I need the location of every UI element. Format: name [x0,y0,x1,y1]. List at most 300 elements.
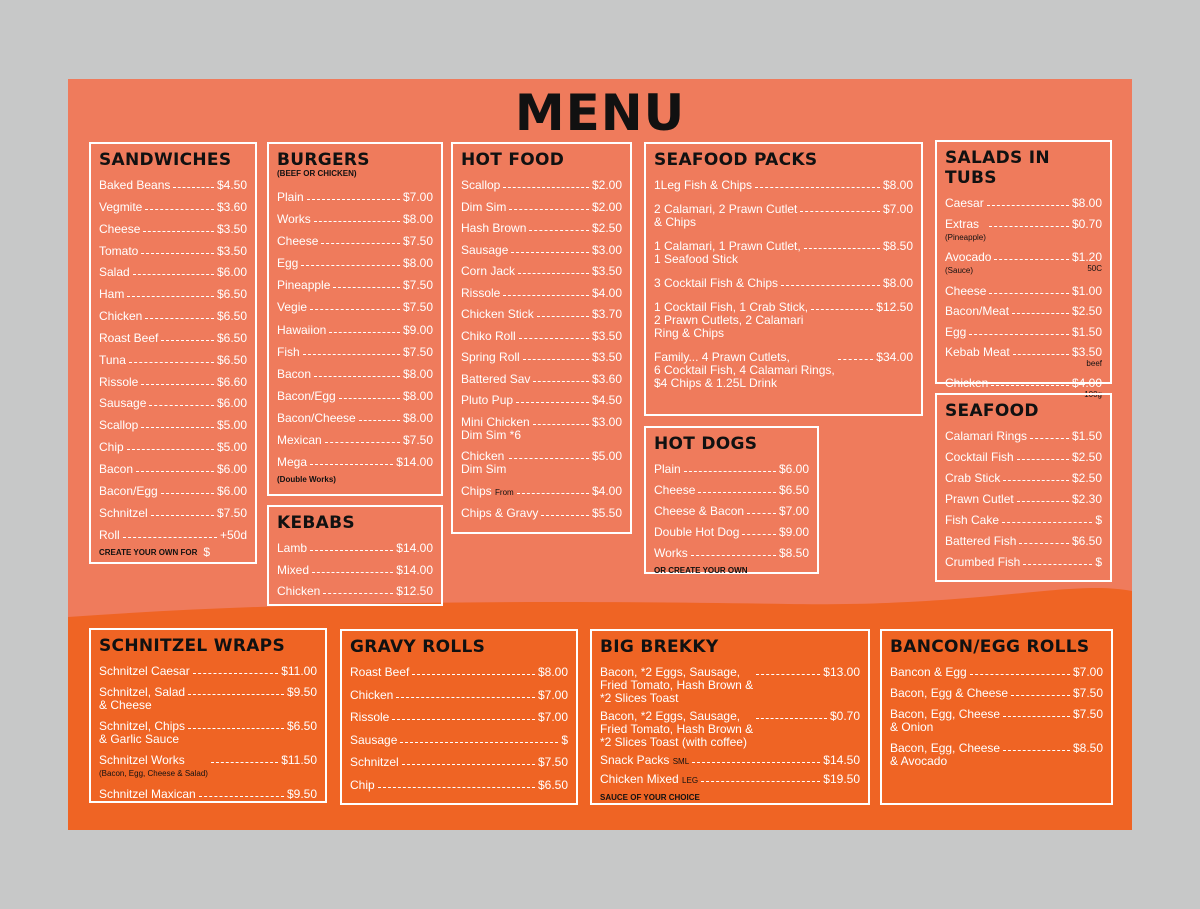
menu-item [350,779,568,792]
section-big-brekky [590,629,870,805]
item-list [654,179,913,390]
leader-dashes [127,441,214,450]
item-name: Plain [654,462,681,476]
leader-dashes [987,197,1069,206]
item-name: Egg [277,256,299,271]
item-price: $12.50 [396,584,433,598]
item-price-note: 100g [1084,389,1102,399]
leader-dashes [312,564,393,573]
item-name-group [654,179,752,192]
leader-dashes [969,326,1069,335]
item-price-group [217,245,247,258]
menu-item [461,394,622,407]
section-burgers [267,142,443,496]
leader-dashes [161,332,214,341]
item-price-group [883,277,913,290]
item-name-group [277,368,311,381]
item-name-group [461,416,530,442]
menu-board [68,79,1132,830]
item-price: $3.70 [591,307,622,321]
menu-title: MENU [514,84,686,142]
item-name-group [945,451,1014,464]
item-price: $14.50 [823,753,860,767]
section-hot-food [451,142,632,534]
leader-dashes [756,666,820,675]
item-price: $8.00 [402,388,433,403]
item-name-group [461,222,526,235]
item-price: $8.50 [778,546,809,560]
leader-dashes [325,434,400,443]
section-note [654,564,809,577]
item-name-group [99,720,185,746]
leader-dashes [161,485,214,494]
menu-item [890,742,1103,768]
leader-dashes [503,179,589,188]
menu-item [277,324,433,337]
item-price: $2.00 [591,178,622,192]
item-name: Family... 4 Prawn Cutlets, 6 Cocktail Fish, 4 Calamari Rings, $4 Chips & 1.25L Drink [654,350,835,390]
leader-dashes [412,666,535,675]
item-inline-note: SML [672,757,690,766]
section-schnitzel-wraps [89,628,327,803]
item-name-group [277,412,356,425]
menu-item [99,179,247,192]
item-name: Works [654,546,688,560]
menu-item [890,666,1103,679]
menu-item [350,711,568,724]
leader-dashes [339,390,400,399]
item-price-group [538,756,568,769]
menu-item [461,244,622,257]
menu-item [461,450,622,476]
item-price: $3.50 [591,328,622,343]
item-price-group [1072,218,1102,231]
menu-item [277,434,433,447]
leader-dashes [151,507,214,516]
item-price-group [830,710,860,723]
item-name-group [654,240,801,266]
item-price-group [1072,451,1102,464]
item-price-group [217,201,247,214]
item-name-group [350,689,393,702]
item-price-group [592,201,622,214]
menu-item [945,218,1102,244]
item-name-group [461,201,506,214]
item-name: Mini Chicken Dim Sim *6 [461,414,530,442]
item-price: $2.50 [1071,450,1102,464]
leader-dashes [970,666,1070,675]
menu-item [277,456,433,469]
item-price: $9.50 [286,787,317,801]
item-name: Lamb [277,541,308,555]
menu-item [461,507,622,520]
leader-dashes [1011,687,1070,696]
item-inline-note: From [495,487,514,497]
item-price-group [217,507,247,520]
item-price-group [217,419,247,432]
item-price-group [217,310,247,323]
leader-dashes [303,346,400,355]
menu-item [99,788,317,801]
item-price: $3.50 [591,350,622,364]
menu-item [99,332,247,345]
item-price: $7.00 [1072,665,1103,679]
leader-dashes [329,324,400,333]
item-price: $7.50 [537,755,568,769]
item-name-group [277,564,309,577]
menu-item [461,179,622,192]
item-list [600,666,860,787]
item-price-group [876,301,913,314]
item-name: Bacon/Egg [99,483,158,498]
menu-item [99,201,247,214]
menu-item [945,514,1102,527]
item-price-group [1073,742,1103,755]
item-name: Mixed [277,562,310,577]
section-note-price: $ [203,544,211,559]
menu-item [461,201,622,214]
leader-dashes [307,191,400,200]
leader-dashes [529,222,589,231]
leader-dashes [193,665,278,674]
item-name-group [461,330,516,343]
leader-dashes [136,463,214,472]
item-price: $7.50 [1072,707,1103,721]
menu-item [890,708,1103,734]
menu-item [99,485,247,498]
item-name-group [99,665,190,678]
item-list [461,179,622,520]
item-price-group [883,179,913,192]
item-price: $8.00 [402,256,433,271]
item-name-group [277,257,298,270]
item-price: $19.50 [823,772,860,786]
item-price-group [396,456,433,469]
leader-dashes [838,351,874,360]
item-name: Roast Beef [350,665,410,679]
menu-item [945,430,1102,443]
item-price: $2.00 [591,199,622,214]
leader-dashes [333,279,400,288]
section-note [600,791,860,804]
item-name-group [99,266,130,279]
item-price-group [883,240,913,253]
item-price: $14.00 [396,455,433,470]
item-name-group [600,710,753,749]
item-price: $1.00 [1071,283,1102,298]
item-name: Chicken Dim Sim [461,449,507,476]
item-name-group [277,301,307,314]
item-price-group [403,301,433,314]
item-price-group [217,288,247,301]
leader-dashes [804,240,880,249]
menu-item [945,305,1102,318]
item-name: Mexican [277,433,322,448]
menu-item [277,346,433,359]
item-list [945,197,1102,400]
item-price-group [403,324,433,337]
item-name-group [600,754,689,768]
item-name: Hawaiion [277,322,327,337]
item-price-group [281,754,317,767]
menu-item [945,346,1102,369]
leader-dashes [400,734,558,743]
menu-item [99,463,247,476]
menu-item [99,266,247,279]
item-name-group [277,390,336,403]
menu-item [350,666,568,679]
leader-dashes [701,773,820,782]
item-price-group [217,485,247,498]
leader-dashes [310,456,393,465]
item-name-group [99,686,185,712]
item-price: $4.00 [1071,375,1102,390]
item-name-group [277,235,318,248]
item-name: Bacon, *2 Eggs, Sausage, Fried Tomato, Hash Brown & *2 Slices Toast [600,665,754,705]
leader-dashes [989,218,1069,227]
menu-item [277,585,433,598]
section-note [277,473,433,486]
item-price: $4.50 [216,178,247,192]
item-name: Bacon [99,461,134,476]
item-price: $14.00 [396,541,433,555]
item-price-group [592,308,622,321]
leader-dashes [129,354,214,363]
section-salads-in-tubs [935,140,1112,399]
item-name-group [461,485,514,499]
item-name-group [99,507,148,520]
item-name-group [654,301,808,340]
item-price-group [287,788,317,801]
leader-dashes [692,754,820,763]
item-name-group [945,535,1016,548]
item-name: Bacon, *2 Eggs, Sausage, Fried Tomato, Hash Brown & *2 Slices Toast (with coffee) [600,709,754,749]
item-price: $7.50 [402,344,433,359]
item-name: Pineapple [277,278,331,293]
menu-item [600,710,860,749]
item-price: $2.30 [1071,492,1102,506]
leader-dashes [173,179,214,188]
item-price: $7.00 [402,190,433,204]
item-name-group [99,288,124,301]
menu-item [350,756,568,769]
item-name: Fish [277,344,300,359]
menu-item [277,368,433,381]
item-name: Schnitzel Works [99,753,185,767]
menu-item [277,390,433,403]
leader-dashes [133,266,214,275]
item-price: $7.50 [402,300,433,315]
item-price-group [538,779,568,792]
item-price: $3.50 [591,264,622,278]
menu-item [99,288,247,301]
menu-item [654,301,913,340]
item-price: $7.00 [778,504,809,518]
item-name: Calamari Rings [945,429,1028,443]
item-name: Scallop [461,178,501,192]
item-price: $12.50 [876,300,913,314]
item-price: $9.00 [778,525,809,539]
item-name: Vegmite [99,199,143,214]
item-name: Kebab Meat [945,345,1010,359]
item-price: $0.70 [1071,216,1102,231]
menu-item [654,240,913,266]
item-name: Schnitzel Caesar [99,664,190,678]
leader-dashes [314,368,400,377]
leader-dashes [509,450,589,459]
menu-item [945,493,1102,506]
menu-item [654,484,809,497]
item-name-group [350,666,409,679]
item-name-group [99,310,142,323]
item-name: Chip [350,777,375,792]
leader-dashes [691,547,776,556]
item-price-group [779,484,809,497]
menu-item [99,397,247,410]
item-price: $ [1095,555,1102,569]
item-price-group [592,507,622,520]
item-price: $3.60 [591,371,622,386]
item-price-group [592,265,622,278]
item-price-group [592,179,622,192]
item-sub-note: (Pineapple) [945,232,986,242]
menu-item [99,310,247,323]
item-sub-note: (Bacon, Egg, Cheese & Salad) [99,769,208,778]
item-name: Cocktail Fish [945,450,1014,464]
section-seafood-packs [644,142,923,416]
leader-dashes [517,485,589,494]
item-name-group [350,779,375,792]
leader-dashes [781,277,880,286]
item-price-group [592,287,622,300]
item-name-group [277,346,300,359]
menu-item [654,351,913,390]
menu-item [945,472,1102,485]
menu-item [461,485,622,499]
item-name-group [945,377,988,390]
item-name-group [890,687,1008,700]
item-list [277,191,433,469]
leader-dashes [503,287,589,296]
leader-dashes [541,507,589,516]
item-name: Corn Jack [461,264,516,278]
item-price-group [1072,472,1102,485]
item-name: Bacon, Egg, Cheese & Onion [890,707,1001,734]
item-name: Prawn Cutlet [945,492,1014,506]
item-price-group [403,257,433,270]
item-name-group [277,542,307,555]
leader-dashes [519,330,589,339]
item-name-group [461,351,520,364]
item-price: $11.00 [281,664,317,678]
section-title: SCHNITZEL WRAPS [99,636,285,656]
menu-item [277,213,433,226]
section-title: SEAFOOD [945,401,1039,421]
leader-dashes [141,245,214,254]
menu-item [99,507,247,520]
item-name: Avocado [945,250,992,264]
section-title: KEBABS [277,513,355,533]
item-sub-note: (Sauce) [945,266,974,275]
item-price-group [823,773,860,786]
item-name-group [654,484,695,497]
item-name-group [99,754,208,780]
item-name-group [99,485,158,498]
item-name: Chips [461,483,492,498]
leader-dashes [123,529,217,538]
item-price-group [403,390,433,403]
item-price-group [538,711,568,724]
item-price-group [217,223,247,236]
menu-item [277,564,433,577]
leader-dashes [684,463,776,472]
item-name: Cheese [945,283,987,298]
item-name-group [277,456,307,469]
item-price-group [1072,346,1102,369]
item-price-group [779,463,809,476]
item-name-group [99,354,126,367]
item-name: Bacon, Egg, Cheese & Avocado [890,741,1001,768]
leader-dashes [516,394,589,403]
menu-item [99,686,317,712]
leader-dashes [755,179,880,188]
item-price: $3.50 [216,221,247,236]
leader-dashes [314,213,400,222]
item-name-group [277,585,320,598]
item-price-group [1095,514,1102,527]
menu-item [277,235,433,248]
section-note-text: OR CREATE YOUR OWN [654,566,748,575]
item-name-group [945,285,986,298]
item-name: Dim Sim [461,199,507,214]
leader-dashes [523,351,589,360]
item-name: Chicken [277,584,321,598]
item-price: $6.00 [216,461,247,476]
item-price-group [403,191,433,204]
item-price: $6.00 [778,462,809,476]
menu-item [654,203,913,229]
leader-dashes [994,251,1068,260]
item-name: Sausage [461,242,509,257]
item-name: Snack Packs [600,753,670,767]
menu-item [277,279,433,292]
item-price-group [592,330,622,343]
item-price-group [1072,197,1102,210]
leader-dashes [1017,451,1069,460]
item-name-group [945,197,984,210]
leader-dashes [1002,514,1092,523]
section-bacon-egg-rolls [880,629,1113,805]
item-name-group [654,203,797,229]
item-price-group [403,213,433,226]
menu-item [945,451,1102,464]
item-name: Extras [945,216,980,231]
item-price-group [403,368,433,381]
item-name-group [654,547,688,560]
item-name-group [99,245,138,258]
item-name: Scallop [99,418,139,433]
item-name-group [99,201,142,214]
item-price-group [592,394,622,407]
item-name-group [890,742,1000,768]
menu-item [654,463,809,476]
item-name-group [99,463,133,476]
item-name: Vegie [277,300,308,315]
item-name: Chip [99,440,124,455]
item-price: $6.00 [216,265,247,280]
leader-dashes [533,373,589,382]
section-title: HOT FOOD [461,150,565,170]
